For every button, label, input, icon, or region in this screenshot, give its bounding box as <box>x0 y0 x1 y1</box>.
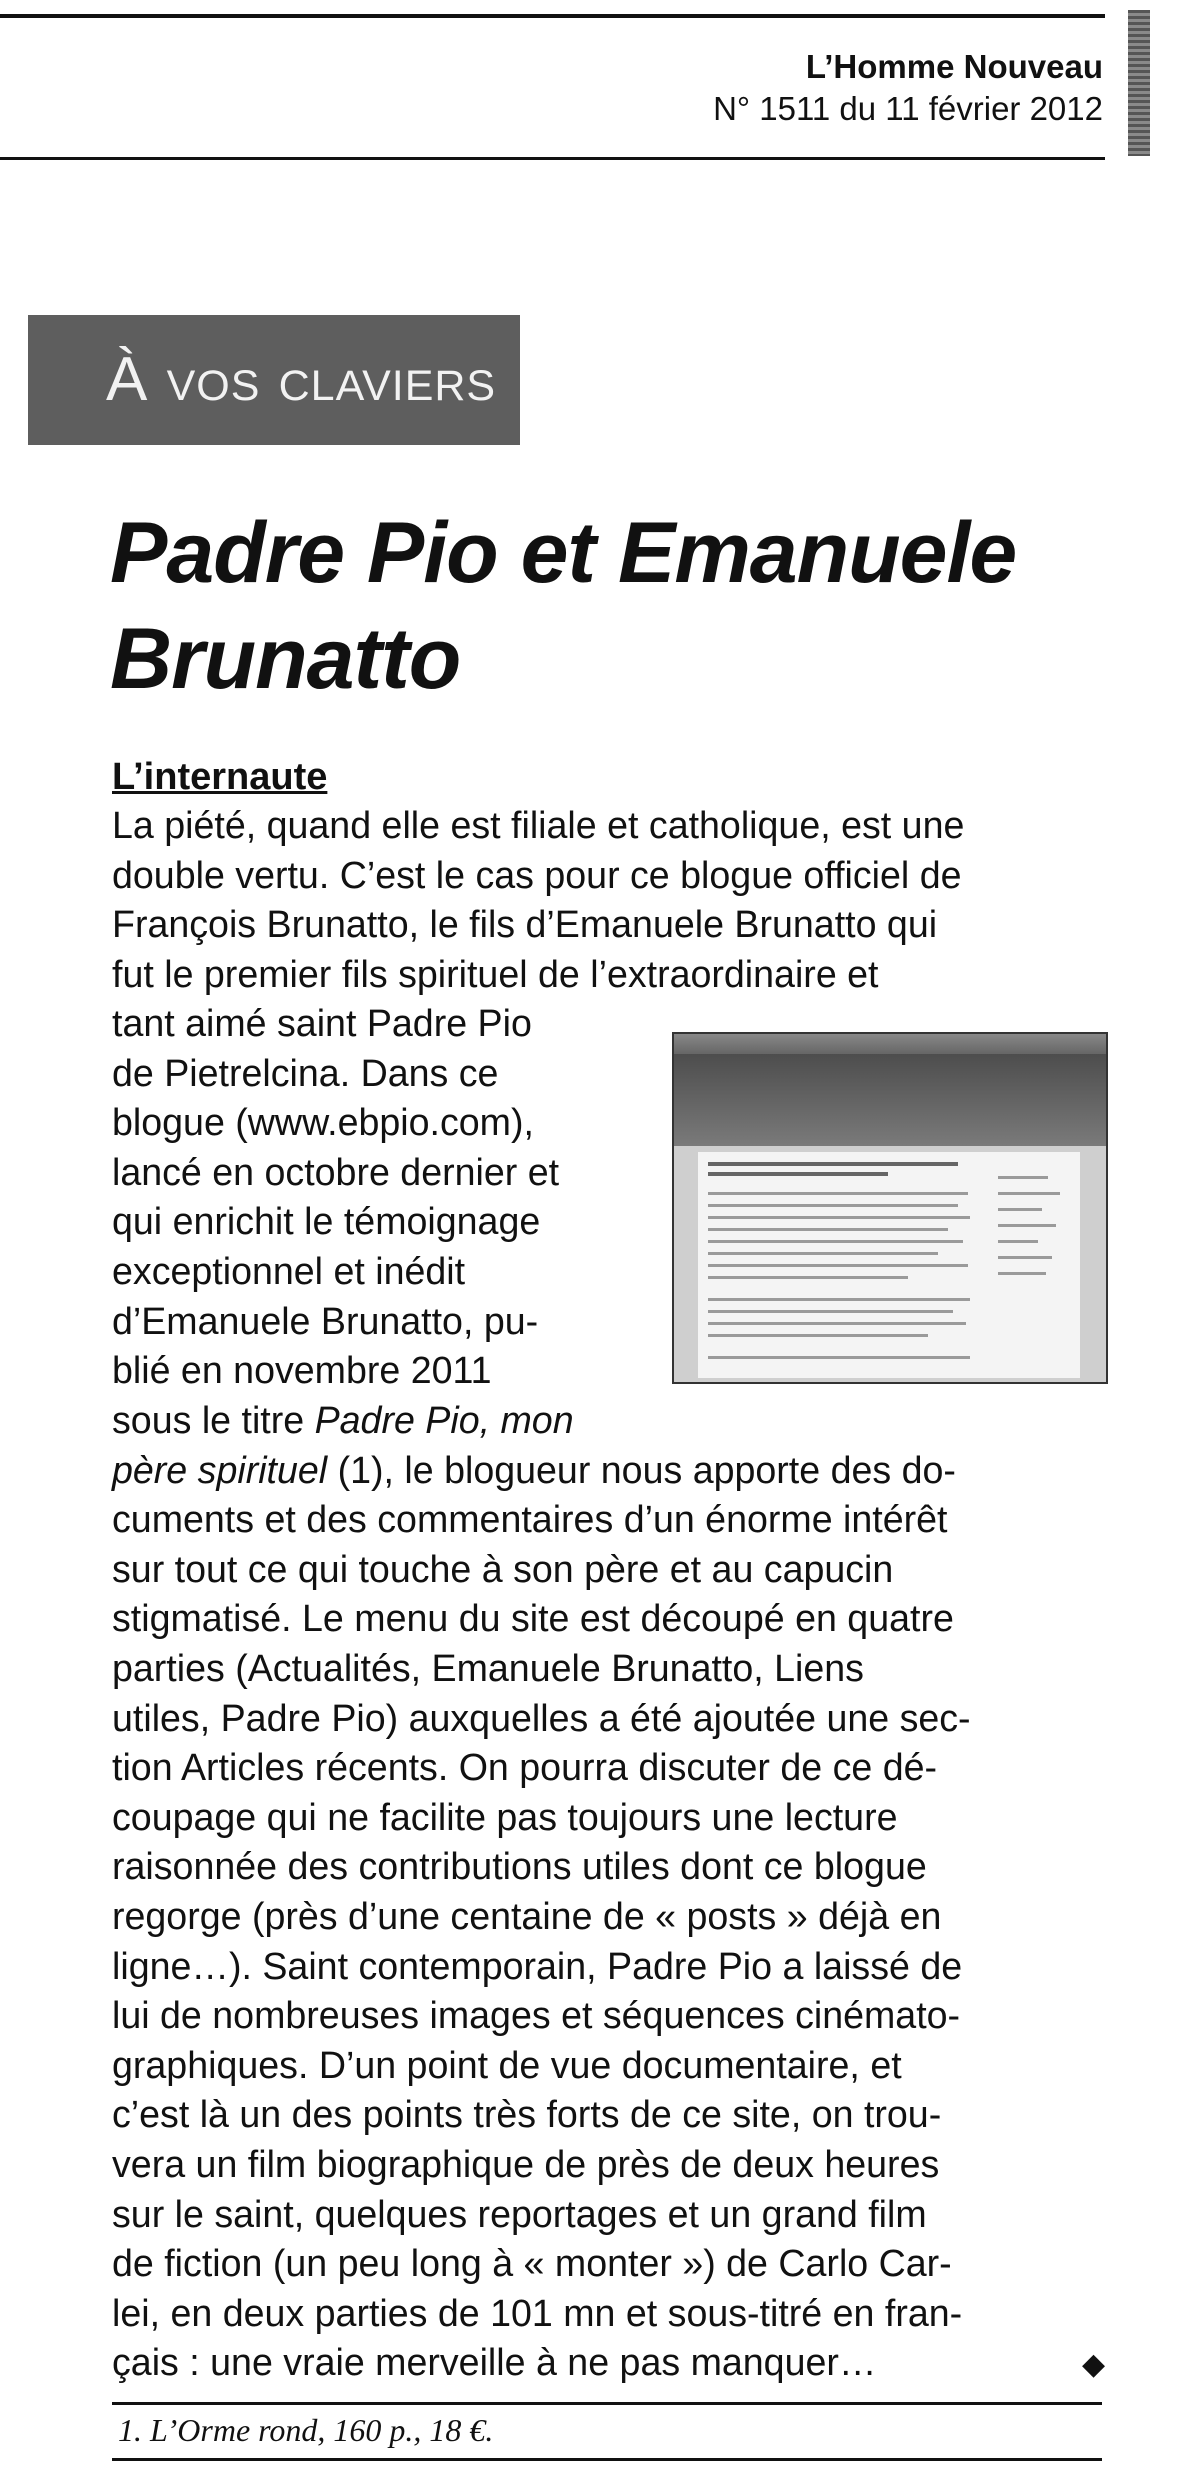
bottom-rule <box>112 2458 1102 2461</box>
body-line: qui enrichit le témoignage <box>112 1200 541 1243</box>
section-rubric: À vos claviers <box>28 315 520 445</box>
header-rule <box>0 157 1105 160</box>
body-line <box>112 1396 971 1446</box>
footnote-rule <box>112 2402 1102 2405</box>
site-page <box>698 1152 1080 1378</box>
body-line: tion Articles récents. On pourra discuter de ce dé- <box>112 1746 938 1789</box>
issue-date: N° 1511 du 11 février 2012 <box>713 90 1103 127</box>
body-line: lei, en deux parties de 101 mn et sous-titré en fran- <box>112 2291 963 2334</box>
diamond-icon: ◆ <box>1082 2348 1106 2381</box>
body-line-prefix: sous le titre <box>112 1399 315 1441</box>
body-line: fut le premier fils spirituel de l’extraordinaire et <box>112 952 879 995</box>
body-line: graphiques. D’un point de vue documentaire, et <box>112 2043 902 2086</box>
body-line: de Pietrelcina. Dans ce <box>112 1051 499 1094</box>
body-line: çais : une vraie merveille à ne pas manquer… <box>112 2341 877 2384</box>
site-banner <box>674 1054 1106 1146</box>
body-line: c’est là un des points très forts de ce site, on trou- <box>112 2093 942 2136</box>
top-rule <box>0 14 1105 18</box>
body-top <box>112 801 964 999</box>
body-line: raisonnée des contributions utiles dont ce blogue <box>112 1845 927 1888</box>
body-line: blié en novembre 2011 <box>112 1349 492 1392</box>
masthead <box>713 46 1103 130</box>
body-line: sur tout ce qui touche à son père et au capucin <box>112 1547 894 1590</box>
browser-chrome <box>674 1034 1106 1054</box>
body-wrapped-column <box>112 999 559 1396</box>
body-line: lancé en octobre dernier et <box>112 1150 560 1193</box>
body-line: double vertu. C’est le cas pour ce blogue officiel de <box>112 853 962 896</box>
book-title-part2: père spirituel <box>112 1448 328 1491</box>
article-byline: L’internaute <box>112 756 328 798</box>
body-line: regorge (près d’une centaine de « posts » déjà en <box>112 1894 942 1937</box>
body-line: utiles, Padre Pio) auxquelles a été ajoutée une sec- <box>112 1696 971 1739</box>
body-bottom <box>112 1396 971 2388</box>
website-screenshot-image <box>672 1032 1108 1384</box>
body-line: tant aimé saint Padre Pio <box>112 1002 532 1044</box>
body-line: blogue (www.ebpio.com), <box>112 1101 534 1144</box>
footnote: 1. L’Orme rond, 160 p., 18 €. <box>118 2412 494 2448</box>
body-line: vera un film biographique de près de deux heures <box>112 2142 940 2185</box>
body-line: lui de nombreuses images et séquences cinémato- <box>112 1994 961 2037</box>
body-line: coupage qui ne facilite pas toujours une lecture <box>112 1795 898 1838</box>
body-line: sur le saint, quelques reportages et un grand film <box>112 2192 927 2235</box>
page-edge-bar <box>1128 10 1150 156</box>
publication-name: L’Homme Nouveau <box>805 48 1103 85</box>
book-title-part1: Padre Pio, mon <box>314 1399 574 1441</box>
body-line: cuments et des commentaires d’un énorme intérêt <box>112 1498 948 1541</box>
body-line: d’Emanuele Brunatto, pu- <box>112 1299 539 1342</box>
body-line: parties (Actualités, Emanuele Brunatto, Liens <box>112 1646 864 1689</box>
body-line: ligne…). Saint contemporain, Padre Pio a laissé de <box>112 1944 963 1987</box>
body-line: exceptionnel et inédit <box>112 1249 466 1292</box>
body-line <box>112 1446 971 1496</box>
body-line: François Brunatto, le fils d’Emanuele Brunatto qui <box>112 903 938 946</box>
body-line-rest: (1), le blogueur nous apporte des do- <box>327 1448 956 1491</box>
body-line: La piété, quand elle est filiale et catholique, est une <box>112 804 965 846</box>
article-headline: Padre Pio et Emanuele Brunatto <box>110 505 1017 707</box>
body-line: stigmatisé. Le menu du site est découpé en quatre <box>112 1597 954 1640</box>
body-line: de fiction (un peu long à « monter ») de Carlo Car- <box>112 2242 952 2285</box>
